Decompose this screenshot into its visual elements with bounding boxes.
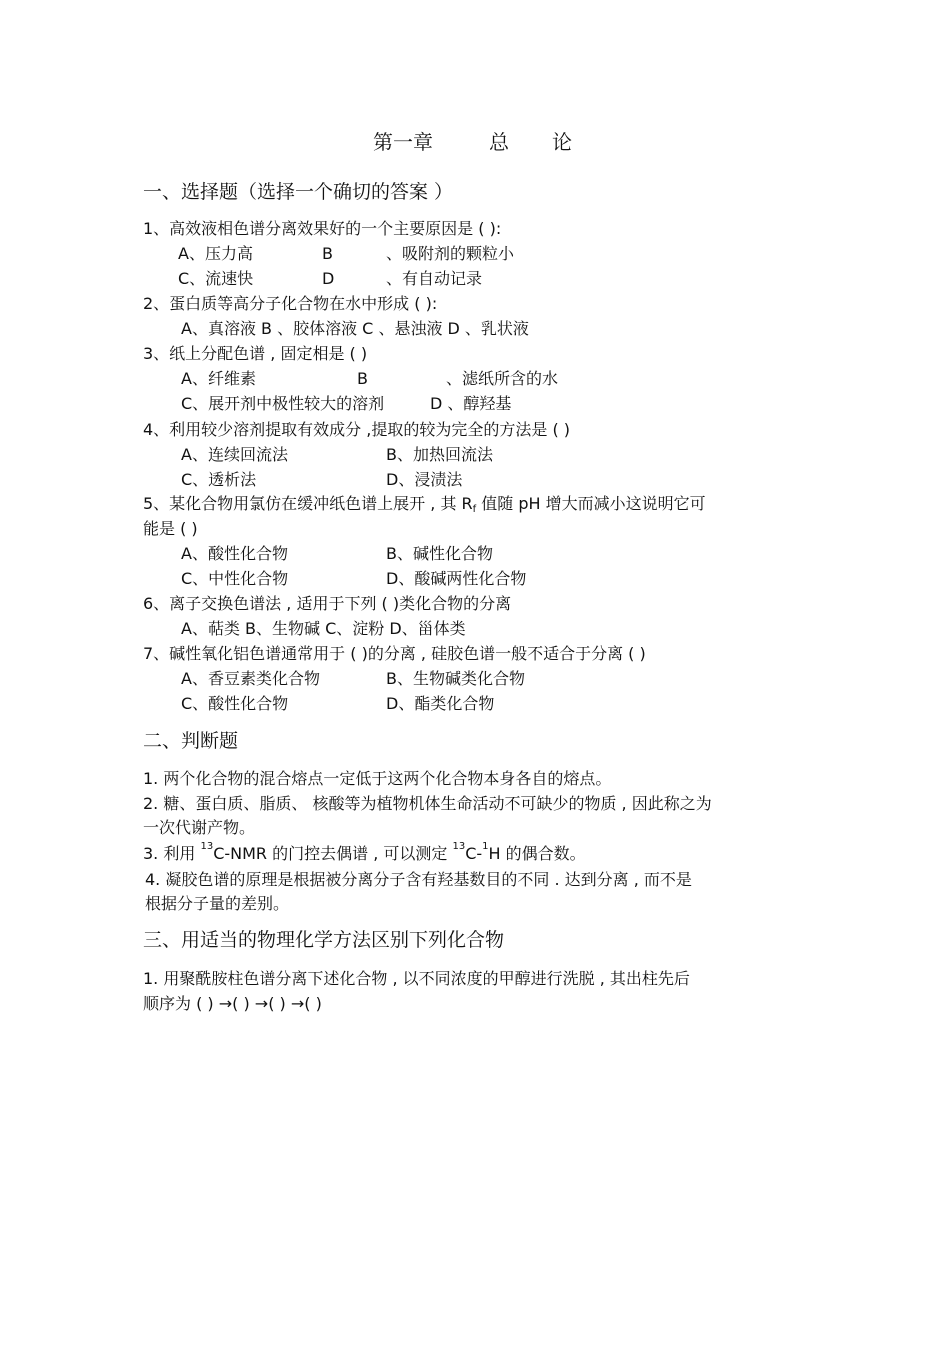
question-3-stem: 3、纸上分配色谱 , 固定相是 ( ): [143, 344, 368, 363]
judgement-4-line1: 4. 凝胶色谱的原理是根据被分离分子含有羟基数目的不同 . 达到分离 , 而不是: [145, 870, 692, 889]
question-5-option-a: A、酸性化合物: [181, 544, 288, 563]
question-2-options: A、真溶液 B 、胶体溶液 C 、悬浊液 D 、乳状液: [181, 319, 529, 338]
question-3-option-d: D 、醇羟基: [430, 394, 512, 413]
question-6-options: A、萜类 B、生物碱 C、淀粉 D、甾体类: [181, 619, 466, 638]
chapter-title-part2: 总: [489, 130, 509, 154]
question-4-option-b: B、加热回流法: [386, 445, 493, 464]
question-1-stem: 1、高效液相色谱分离效果好的一个主要原因是 ( ):: [143, 219, 502, 238]
section-heading-choice: 一、选择题（选择一个确切的答案 ）: [143, 181, 454, 203]
question-7-stem: 7、碱性氧化铝色谱通常用于 ( )的分离 , 硅胶色谱一般不适合于分离 ( ): [143, 644, 646, 663]
distinguish-1-line1: 1. 用聚酰胺柱色谱分离下述化合物 , 以不同浓度的甲醇进行洗脱 , 其出柱先后: [143, 969, 690, 988]
question-5-stem-line2: 能是 ( ): [143, 519, 198, 538]
judgement-1: 1. 两个化合物的混合熔点一定低于这两个化合物本身各自的熔点。: [143, 769, 612, 788]
judgement-3-part-a: 3. 利用: [143, 844, 201, 863]
judgement-3-part-b: C-NMR 的门控去偶谱 , 可以测定: [213, 844, 453, 863]
judgement-2-line1: 2. 糖、蛋白质、脂质、 核酸等为植物机体生命活动不可缺少的物质 , 因此称之为: [143, 794, 712, 813]
judgement-3-sup-13a: 13: [200, 841, 214, 852]
question-7-option-b: B、生物碱类化合物: [386, 669, 525, 688]
question-7-option-d: D、酯类化合物: [386, 694, 495, 713]
question-5-stem-part2: 值随 pH 增大而减小这说明它可: [476, 494, 706, 513]
question-4-stem: 4、利用较少溶剂提取有效成分 ,提取的较为完全的方法是 ( ): [143, 420, 571, 439]
chapter-title-part3: 论: [552, 130, 572, 154]
question-6-stem: 6、离子交换色谱法 , 适用于下列 ( )类化合物的分离: [143, 594, 512, 613]
question-3-option-c: C、展开剂中极性较大的溶剂: [181, 394, 385, 413]
question-5-option-d: D、酸碱两性化合物: [386, 569, 527, 588]
question-4-option-a: A、连续回流法: [181, 445, 288, 464]
question-5-option-b: B、碱性化合物: [386, 544, 493, 563]
question-1-option-d-text: 、有自动记录: [386, 269, 483, 288]
section-heading-judgement: 二、判断题: [143, 730, 239, 752]
judgement-3-sup-13b: 13: [452, 841, 466, 852]
question-3-option-b-text: 、滤纸所含的水: [446, 369, 559, 388]
question-4-option-d: D、浸渍法: [386, 470, 463, 489]
judgement-3-sup-1: 1: [482, 841, 489, 852]
question-1-option-c: C、流速快: [178, 269, 254, 288]
question-7-option-a: A、香豆素类化合物: [181, 669, 320, 688]
question-5-stem-part1: 5、某化合物用氯仿在缓冲纸色谱上展开 , 其 R: [143, 494, 473, 513]
question-3-option-b-letter: B: [357, 369, 368, 388]
judgement-3-part-c: C-: [465, 844, 483, 863]
question-5-option-c: C、中性化合物: [181, 569, 289, 588]
question-3-option-a: A、纤维素: [181, 369, 256, 388]
question-1-option-b-text: 、吸附剂的颗粒小: [386, 244, 515, 263]
judgement-3-part-d: H 的偶合数。: [488, 844, 586, 863]
question-1-option-b-letter: B: [322, 244, 333, 263]
judgement-3: [143, 841, 586, 864]
section-heading-distinguish: 三、用适当的物理化学方法区别下列化合物: [143, 929, 505, 951]
question-2-stem: 2、蛋白质等高分子化合物在水中形成 ( ):: [143, 294, 438, 313]
judgement-2-line2: 一次代谢产物。: [143, 818, 256, 837]
question-5-rf-subscript: f: [472, 504, 477, 515]
question-1-option-d-letter: D: [322, 269, 335, 288]
chapter-title-part1: 第一章: [373, 130, 433, 154]
judgement-4-line2: 根据分子量的差别。: [145, 894, 290, 913]
question-7-option-c: C、酸性化合物: [181, 694, 289, 713]
question-4-option-c: C、透析法: [181, 470, 257, 489]
distinguish-1-line2: 顺序为 ( ) →( ) →( ) →( ): [143, 994, 322, 1013]
question-5-stem: [143, 494, 706, 517]
question-1-option-a: A、压力高: [178, 244, 253, 263]
